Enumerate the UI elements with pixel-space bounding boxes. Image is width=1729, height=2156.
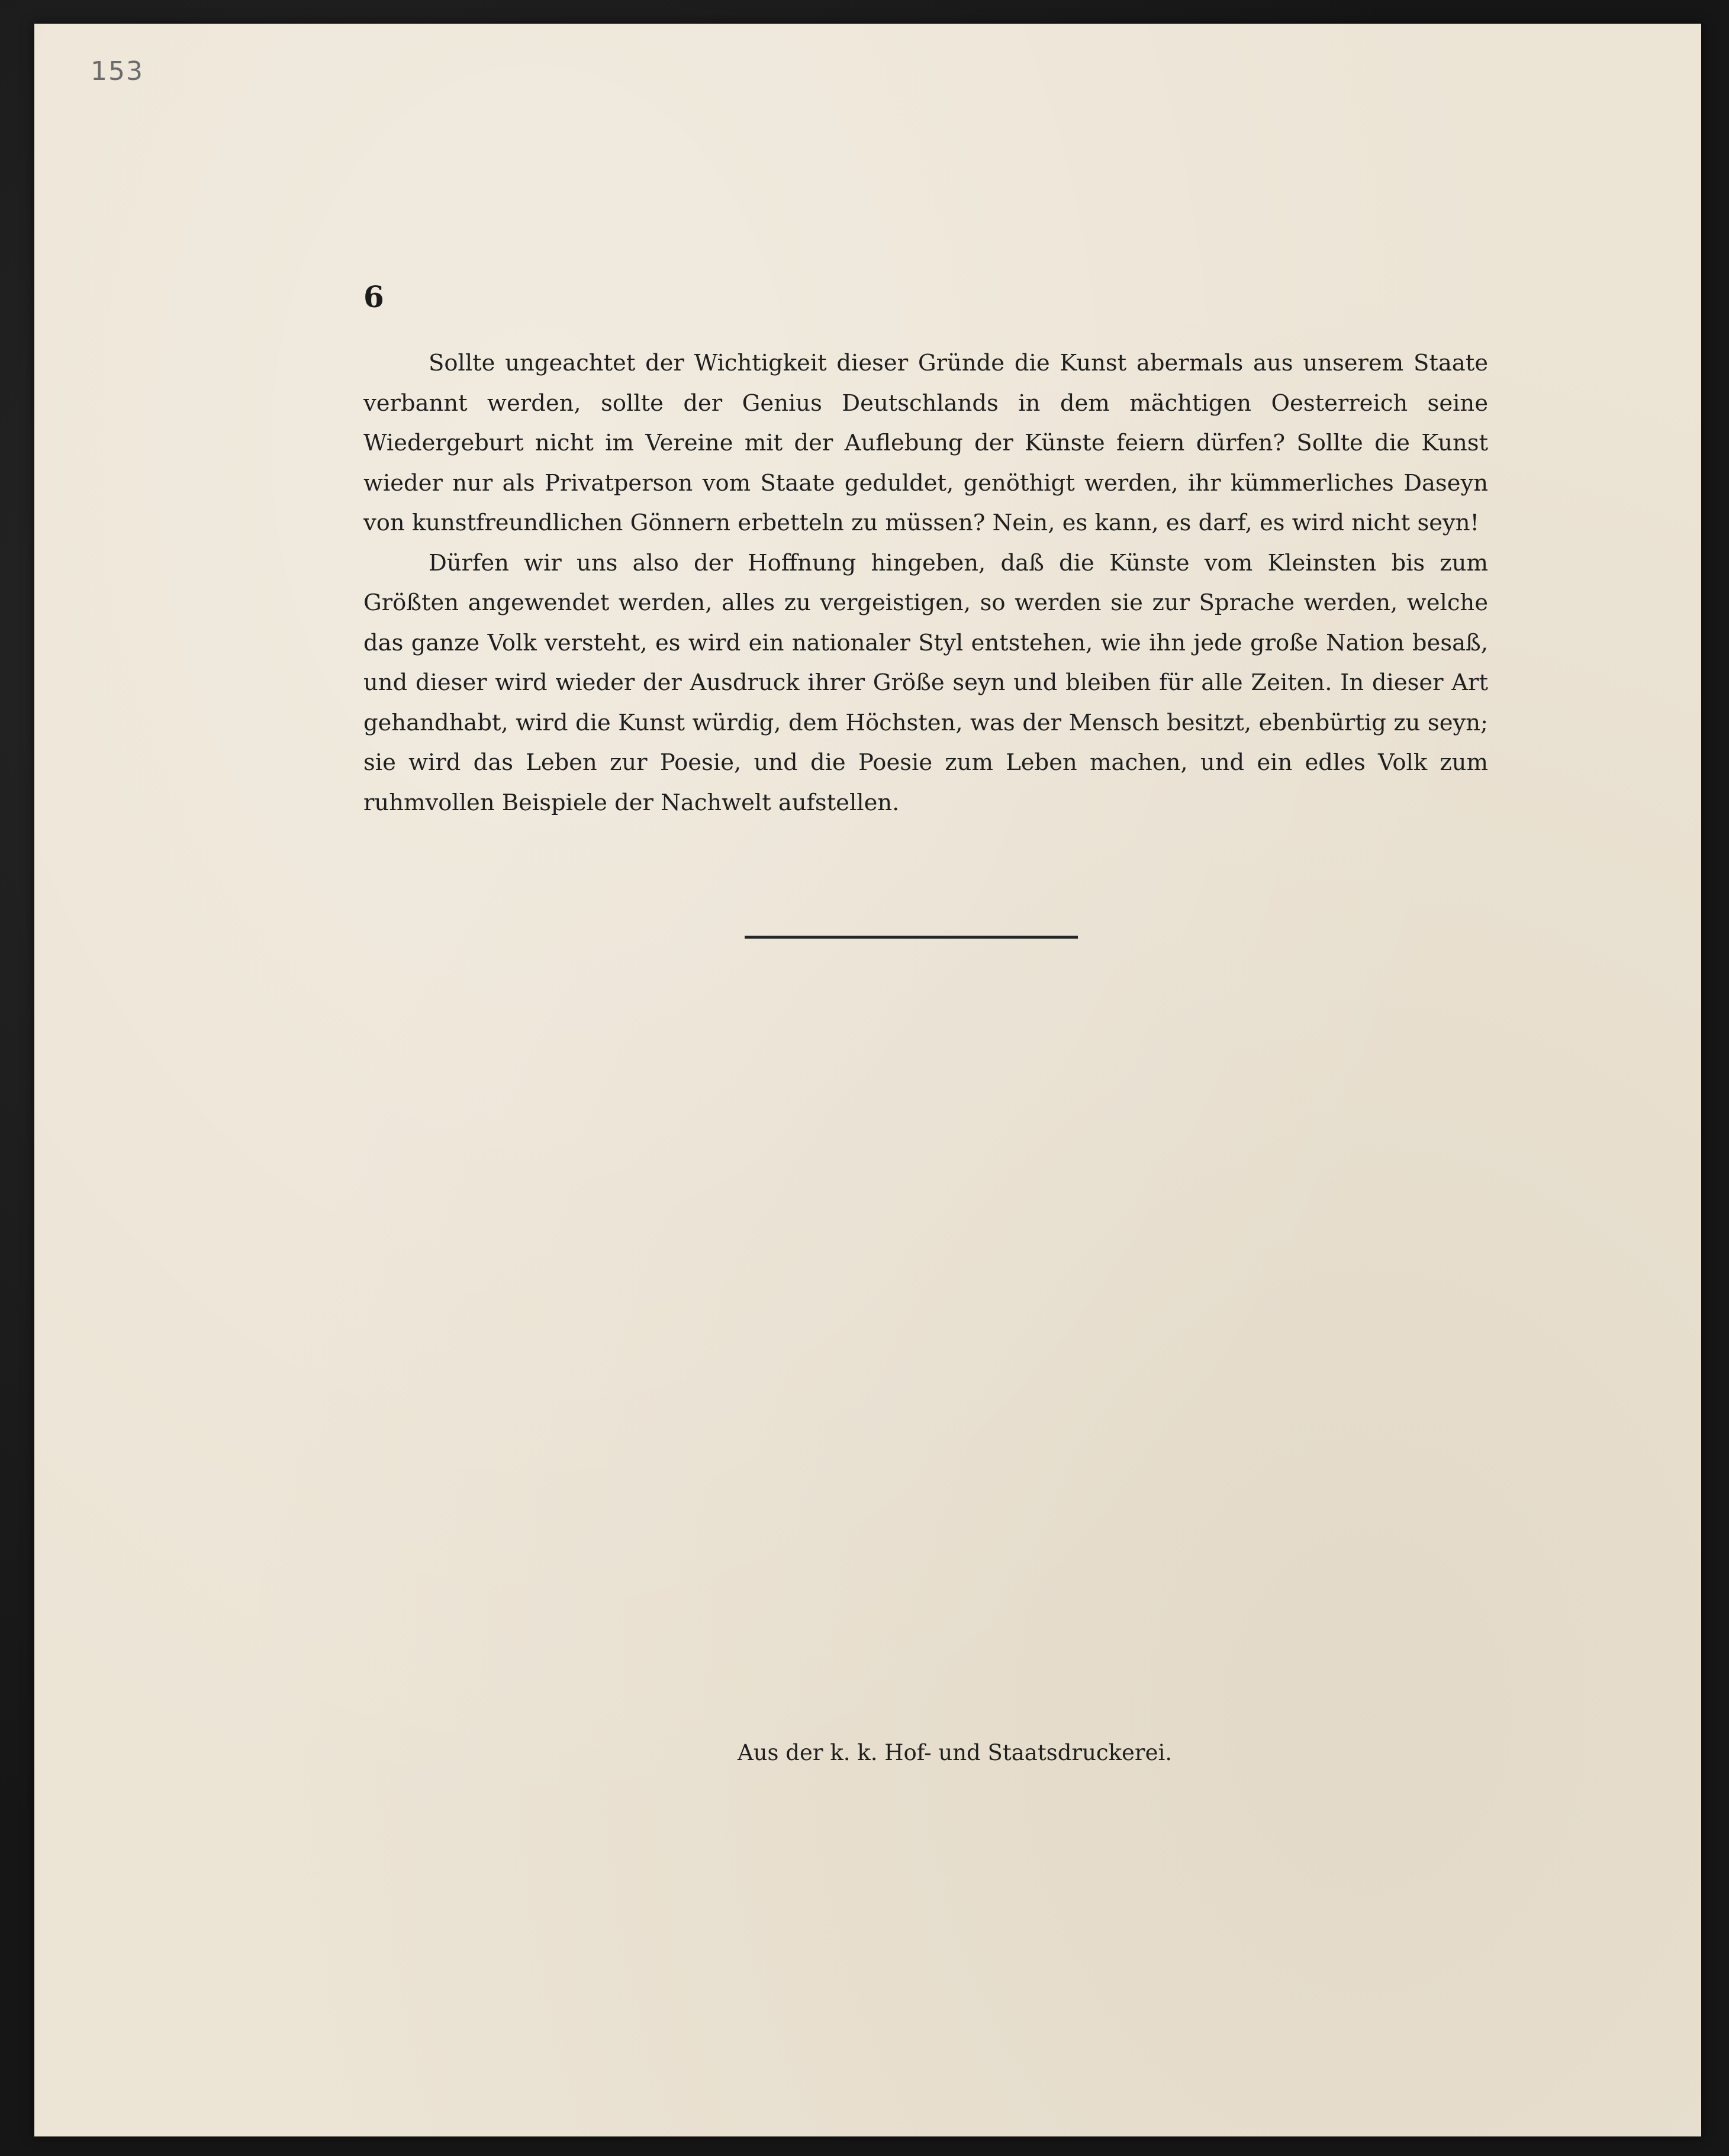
page-number: 6 (363, 279, 384, 314)
section-divider (745, 936, 1078, 939)
archive-number-mark: 153 (91, 56, 144, 86)
document-page (34, 24, 1701, 2136)
paragraph-1: Sollte ungeachtet der Wichtigkeit dieser Gründe die Kunst abermals aus unserem Staate verbannt werden, sollte der Genius Deutschlands in dem mächtigen Oesterreich seine Wiedergeburt nicht im Vereine mit der Auflebung der Künste feiern dürfen? Sollte die Kunst wieder nur als Privatperson vom Staate geduldet, genöthigt werden, ihr kümmerliches Daseyn von kunstfreundlichen Gönnern erbetteln zu müssen? Nein, es kann, es darf, es wird nicht seyn! (363, 350, 1488, 536)
printer-imprint: Aus der k. k. Hof- und Staatsdruckerei. (738, 1740, 1173, 1765)
body-text (363, 343, 1488, 823)
paragraph-2: Dürfen wir uns also der Hoffnung hingeben, daß die Künste vom Kleinsten bis zum Größten angewendet werden, alles zu vergeistigen, so werden sie zur Sprache werden, welche das ganze Volk versteht, es wird ein nationaler Styl entstehen, wie ihn jede große Nation besaß, und dieser wird wieder der Ausdruck ihrer Größe seyn und bleiben für alle Zeiten. In dieser Art gehandhabt, wird die Kunst würdig, dem Höchsten, was der Mensch besitzt, ebenbürtig zu seyn; sie wird das Leben zur Poesie, und die Poesie zum Leben machen, und ein edles Volk zum ruhmvollen Beispiele der Nachwelt aufstellen. (363, 549, 1488, 816)
